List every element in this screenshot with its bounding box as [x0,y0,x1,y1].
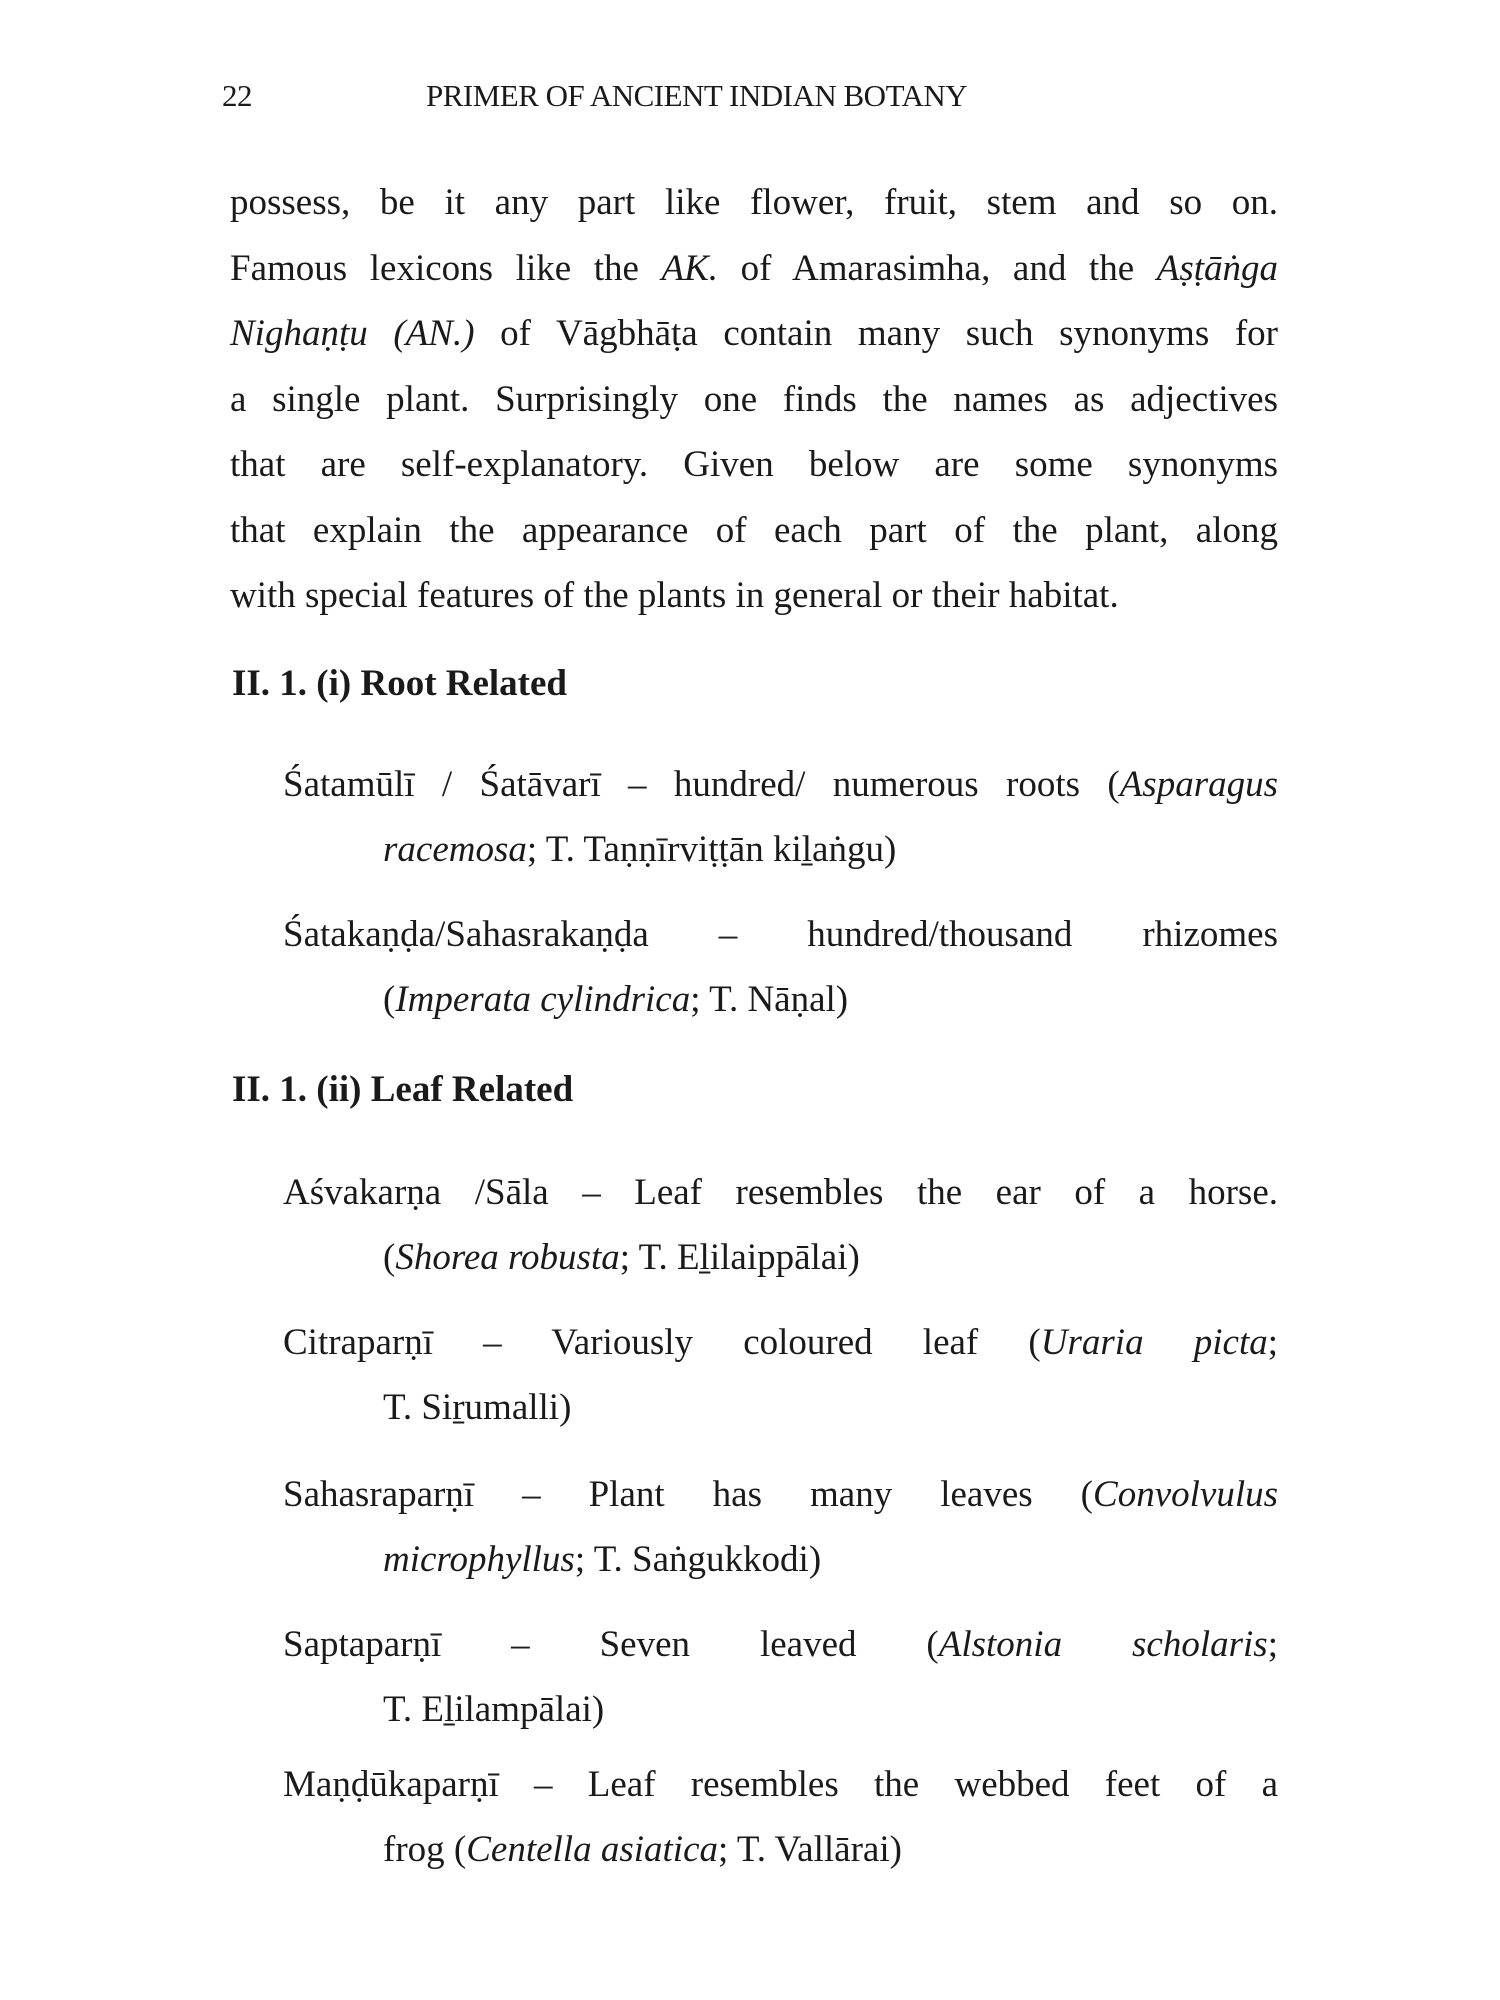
paragraph-line: Famous lexicons like the AK. of Amarasimha, and the Aṣṭāṅga [230,247,1278,289]
entry-line: Aśvakarṇa /Sāla – Leaf resembles the ear of a horse. [283,1172,1278,1213]
entry-satakanda [283,902,1278,1032]
entry-line: Saptaparṇī – Seven leaved (Alstonia scholaris; [283,1624,1278,1665]
entry-line: microphyllus; T. Saṅgukkodi) [383,1539,822,1580]
page-number: 22 [222,78,252,113]
entry-line: Sahasraparṇī – Plant has many leaves (Convolvulus [283,1474,1278,1515]
paragraph-line: that are self-explanatory. Given below are some synonyms [230,444,1278,485]
entry-line: Śatamūlī / Śatāvarī – hundred/ numerous roots (Asparagus [283,764,1278,805]
entry-line: Citraparṇī – Variously coloured leaf (Uraria picta; [283,1322,1279,1363]
entry-line: T. Eḻilampālai) [383,1689,605,1730]
paragraph-line: Nighaṇṭu (AN.) of Vāgbhāṭa contain many such synonyms for [230,313,1278,354]
entry-line: racemosa; T. Taṇṇīrviṭṭān kiḻaṅgu) [383,829,897,870]
entry-asvakarna [283,1160,1278,1290]
paragraph-line: a single plant. Surprisingly one finds the names as adjectives [230,378,1278,420]
section-heading-leaf: II. 1. (ii) Leaf Related [232,1069,574,1110]
running-title: PRIMER OF ANCIENT INDIAN BOTANY [426,78,968,113]
paragraph-line: that explain the appearance of each part of the plant, along [230,509,1278,551]
entry-satamuli [283,752,1278,882]
section-heading-root: II. 1. (i) Root Related [232,663,568,704]
entry-line: frog (Centella asiatica; T. Vallārai) [383,1829,902,1870]
entry-citraparni [283,1310,1278,1440]
entry-line: Śatakaṇḍa/Sahasrakaṇḍa – hundred/thousand rhizomes [283,914,1278,955]
entry-line: (Shorea robusta; T. Eḻilaippālai) [383,1237,860,1278]
entry-line: (Imperata cylindrica; T. Nāṇal) [383,979,849,1020]
paragraph-line: with special features of the plants in general or their habitat. [230,575,1119,616]
entry-mandukaparni [283,1752,1278,1882]
entry-saptaparni [283,1612,1278,1742]
paragraph-line: possess, be it any part like flower, fruit, stem and so on. [230,182,1278,223]
running-header [222,78,1282,118]
entry-sahasraparni [283,1462,1278,1592]
intro-paragraph [230,170,1278,629]
entry-line: Maṇḍūkaparṇī – Leaf resembles the webbed feet of a [283,1764,1278,1805]
entry-line: T. Siṟumalli) [383,1387,572,1428]
